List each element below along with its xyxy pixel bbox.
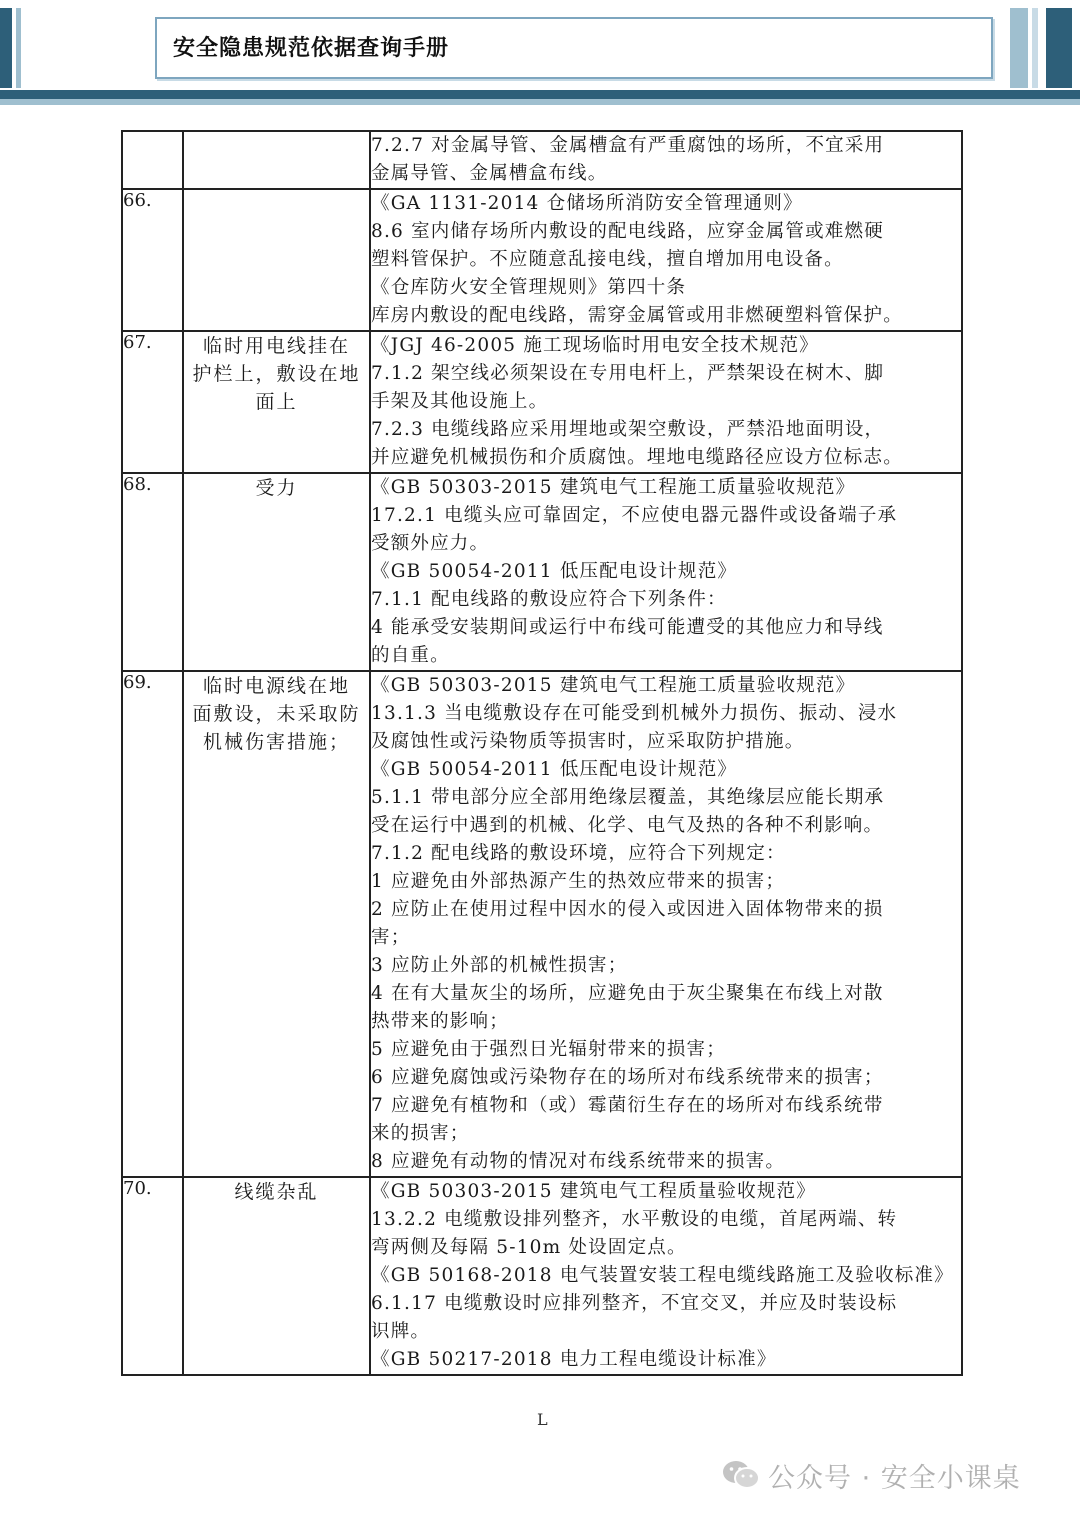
basis-line: 7.1.2 配电线路的敷设环境，应符合下列规定： bbox=[371, 843, 786, 864]
basis-line: 7.1.1 配电线路的敷设应符合下列条件： bbox=[371, 589, 727, 610]
hazard-line: 面敷设，未采取防 bbox=[192, 703, 361, 725]
hazard-description bbox=[183, 473, 370, 671]
basis-line: 的自重。 bbox=[371, 645, 450, 666]
basis-line: 《GB 50217-2018 电力工程电缆设计标准》 bbox=[371, 1349, 777, 1370]
basis-line: 并应避免机械损伤和介质腐蚀。埋地电缆路径应设方位标志。 bbox=[371, 447, 903, 468]
basis-line: 17.2.1 电缆头应可靠固定，不应使电器元器件或设备端子承 bbox=[371, 505, 898, 526]
basis-line: 7.1.2 架空线必须架设在专用电杆上，严禁架设在树木、脚 bbox=[371, 363, 885, 384]
basis-line: 《仓库防火安全管理规则》第四十条 bbox=[371, 277, 687, 298]
basis-line: 《JGJ 46-2005 施工现场临时用电安全技术规范》 bbox=[371, 335, 819, 356]
page-number: L bbox=[537, 1410, 548, 1429]
row-number: 66. bbox=[122, 189, 183, 331]
basis-line: 13.1.3 当电缆敷设存在可能受到机械外力损伤、振动、浸水 bbox=[371, 703, 898, 724]
row-number: 70. bbox=[122, 1177, 183, 1375]
row-number bbox=[122, 131, 183, 189]
hazard-line: 面上 bbox=[255, 391, 298, 413]
basis-line: 害； bbox=[371, 927, 411, 948]
row-number: 67. bbox=[122, 331, 183, 473]
basis-line: 6.1.17 电缆敷设时应排列整齐，不宜交叉，并应及时装设标 bbox=[371, 1293, 898, 1314]
regulation-table bbox=[121, 130, 963, 1376]
basis-line: 《GB 50054-2011 低压配电设计规范》 bbox=[371, 759, 738, 780]
basis-line: 《GB 50303-2015 建筑电气工程质量验收规范》 bbox=[371, 1181, 816, 1202]
basis-line: 2 应防止在使用过程中因水的侵入或因进入固体物带来的损 bbox=[371, 899, 884, 920]
watermark bbox=[722, 1455, 1021, 1495]
basis-line: 受在运行中遇到的机械、化学、电气及热的各种不利影响。 bbox=[371, 815, 884, 836]
hazard-line: 机械伤害措施； bbox=[202, 731, 350, 753]
basis-line: 《GA 1131-2014 仓储场所消防安全管理通则》 bbox=[371, 193, 803, 214]
basis-line: 弯两侧及每隔 5-10m 处设固定点。 bbox=[371, 1237, 687, 1258]
basis-line: 4 在有大量灰尘的场所，应避免由于灰尘聚集在布线上对散 bbox=[371, 983, 884, 1004]
wechat-icon bbox=[722, 1459, 760, 1491]
basis-line: 3 应防止外部的机械性损害； bbox=[371, 955, 628, 976]
table-row bbox=[122, 1177, 962, 1375]
table-row bbox=[122, 131, 962, 189]
table-row bbox=[122, 189, 962, 331]
table-row bbox=[122, 331, 962, 473]
basis-line: 及腐蚀性或污染物质等损害时，应采取防护措施。 bbox=[371, 731, 805, 752]
basis-line: 8.6 室内储存场所内敷设的配电线路，应穿金属管或难燃硬 bbox=[371, 221, 884, 242]
hazard-line: 线缆杂乱 bbox=[234, 1181, 319, 1203]
basis-line: 5.1.1 带电部分应全部用绝缘层覆盖，其绝缘层应能长期承 bbox=[371, 787, 885, 808]
watermark-text: 公众号 · 安全小课桌 bbox=[768, 1462, 1021, 1494]
basis-line: 4 能承受安装期间或运行中布线可能遭受的其他应力和导线 bbox=[371, 617, 884, 638]
basis-line: 热带来的影响； bbox=[371, 1011, 509, 1032]
basis-line: 1 应避免由外部热源产生的热效应带来的损害； bbox=[371, 871, 786, 892]
basis-line: 13.2.2 电缆敷设排列整齐，水平敷设的电缆，首尾两端、转 bbox=[371, 1209, 898, 1230]
regulation-basis bbox=[370, 473, 962, 671]
basis-line: 识牌。 bbox=[371, 1321, 431, 1342]
basis-line: 来的损害； bbox=[371, 1123, 470, 1144]
table-row bbox=[122, 671, 962, 1177]
page-title: 安全隐患规范依据查询手册 bbox=[173, 36, 450, 61]
basis-line: 8 应避免有动物的情况对布线系统带来的损害。 bbox=[371, 1151, 786, 1172]
hazard-description bbox=[183, 131, 370, 189]
basis-line: 《GB 50054-2011 低压配电设计规范》 bbox=[371, 561, 738, 582]
basis-line: 金属导管、金属槽盒布线。 bbox=[371, 163, 608, 184]
row-number: 69. bbox=[122, 671, 183, 1177]
hazard-line: 临时用电线挂在 bbox=[202, 335, 350, 357]
row-number: 68. bbox=[122, 473, 183, 671]
basis-line: 7.2.3 电缆线路应采用埋地或架空敷设，严禁沿地面明设， bbox=[371, 419, 885, 440]
regulation-basis bbox=[370, 1177, 962, 1375]
basis-line: 5 应避免由于强烈日光辐射带来的损害； bbox=[371, 1039, 726, 1060]
basis-line: 《GB 50303-2015 建筑电气工程施工质量验收规范》 bbox=[371, 477, 856, 498]
hazard-description bbox=[183, 671, 370, 1177]
regulation-basis bbox=[370, 671, 962, 1177]
regulation-basis bbox=[370, 189, 962, 331]
basis-line: 6 应避免腐蚀或污染物存在的场所对布线系统带来的损害； bbox=[371, 1067, 884, 1088]
regulation-basis bbox=[370, 131, 962, 189]
regulation-basis bbox=[370, 331, 962, 473]
basis-line: 受额外应力。 bbox=[371, 533, 490, 554]
hazard-description bbox=[183, 1177, 370, 1375]
basis-line: 塑料管保护。不应随意乱接电线，擅自增加用电设备。 bbox=[371, 249, 844, 270]
title-box bbox=[155, 17, 993, 79]
table-row bbox=[122, 473, 962, 671]
hazard-line: 护栏上，敷设在地 bbox=[192, 363, 361, 385]
hazard-line: 受力 bbox=[255, 477, 298, 499]
hazard-description bbox=[183, 189, 370, 331]
basis-line: 7 应避免有植物和（或）霉菌衍生存在的场所对布线系统带 bbox=[371, 1095, 884, 1116]
hazard-line: 临时电源线在地 bbox=[202, 675, 350, 697]
basis-line: 7.2.7 对金属导管、金属槽盒有严重腐蚀的场所，不宜采用 bbox=[371, 135, 885, 156]
basis-line: 手架及其他设施上。 bbox=[371, 391, 549, 412]
basis-line: 《GB 50168-2018 电气装置安装工程电缆线路施工及验收标准》 bbox=[371, 1265, 954, 1286]
basis-line: 库房内敷设的配电线路，需穿金属管或用非燃硬塑料管保护。 bbox=[371, 305, 903, 326]
hazard-description bbox=[183, 331, 370, 473]
basis-line: 《GB 50303-2015 建筑电气工程施工质量验收规范》 bbox=[371, 675, 856, 696]
